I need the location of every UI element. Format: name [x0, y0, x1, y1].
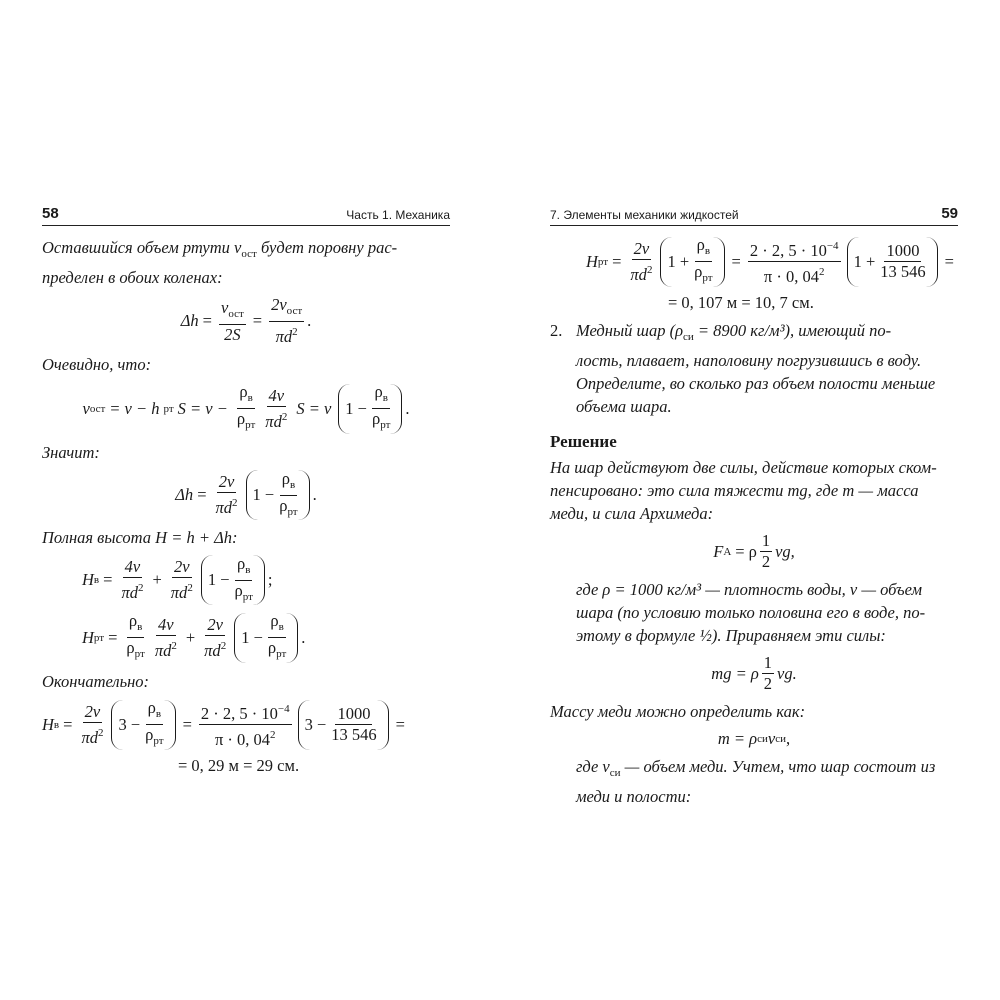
- paragraph: Массу меди можно определить как:: [550, 702, 806, 721]
- page-number: 59: [941, 205, 958, 222]
- paragraph: Значит:: [42, 443, 100, 462]
- paragraph: шара (по условию только половина его в воде, по-: [576, 603, 926, 622]
- paragraph: этому в формуле ½). Приравняем эти силы:: [576, 626, 886, 645]
- equation-final-result: = 0, 29 м = 29 см.: [178, 756, 300, 775]
- equation-final-hv: H в = $\frac{2v}{\pi d^2}$ 3 − $\frac{\rho_в}{\rho_{рт}}$ = $\frac{2 \cdot 2, 5 \cdot 10^{-4}}{\pi \cdot 0, 04^2}$ 3 − $\frac{1000}{13 546}$ =: [42, 698, 405, 749]
- left-page: [42, 196, 450, 782]
- paragraph: где $v_{си}$ — объем меди. Учтем, что шар состоит из: [576, 757, 936, 779]
- solution-heading: Решение: [550, 432, 617, 451]
- equation-mg: mg = ρ $\frac{1}{2}$ vg.: [711, 653, 797, 693]
- equation-h-rt: H рт = $\frac{\rho_в}{\rho_{рт}}$ $\frac{4v}{\pi d^2}$ + $\frac{2v}{\pi d^2}$ 1 − $\frac{\rho_в}{\rho_{рт}}$ .: [42, 611, 450, 664]
- right-page: [550, 196, 958, 808]
- equation-delta-h: Δh = $\frac{v_{ост}}{2S}$ = $\frac{2v_{ост}}{\pi d^2}$ .: [180, 295, 312, 346]
- paragraph: меди, и сила Архимеда:: [550, 504, 714, 523]
- running-head: Часть 1. Механика: [346, 208, 450, 222]
- paragraph: пенсировано: это сила тяжести mg, где m — масса: [550, 481, 919, 500]
- equation-h-v: H в = $\frac{4v}{\pi d^2}$ + $\frac{2v}{\pi d^2}$ 1 − $\frac{\rho_в}{\rho_{рт}}$ ;: [42, 555, 450, 605]
- paragraph: Окончательно:: [42, 672, 150, 691]
- equation-v-ost: v ост = v − h рт S = v − $\frac{\rho_в}{\rho_{рт}}$ $\frac{4v}{\pi d^2}$ S = v 1 − $\frac{\rho_в}{\rho_{рт}}$ .: [42, 382, 450, 435]
- paragraph: Оставшийся объем ртути $v_{ост}$ будет поровну рас-: [42, 238, 398, 260]
- paragraph: пределен в обоих коленах:: [42, 268, 223, 287]
- right-header: [550, 196, 958, 226]
- paragraph: На шар действуют две силы, действие которых ском-: [550, 458, 937, 477]
- paragraph: Очевидно, что:: [42, 355, 152, 374]
- left-header: [42, 196, 450, 226]
- equation-m: m = ρ си v си ,: [717, 729, 791, 748]
- equation-fa: F A = ρ $\frac{1}{2}$ vg,: [713, 531, 795, 571]
- paragraph: где ρ = 1000 кг/м³ — плотность воды, v — объем: [576, 580, 923, 599]
- equation-h-rt-final: H рт = $\frac{2v}{\pi d^2}$ 1 + $\frac{\rho_в}{\rho_{рт}}$ = $\frac{2 \cdot 2, 5 \cdot 10^{-4}}{\pi \cdot 0, 04^2}$ 1 + $\frac{1000}{13 546}$ =: [586, 235, 954, 286]
- paragraph: Полная высота H = h + Δh:: [42, 528, 238, 547]
- page-number: 58: [42, 205, 59, 222]
- problem-2: 2. Медный шар ($\rho_{си} = 8900$ кг/м³), имеющий по- лость, плавает, наполовину погрузившись в воду. Определите, во сколько раз объем полости меньше объема шара.: [550, 321, 936, 416]
- running-head: 7. Элементы механики жидкостей: [550, 208, 739, 222]
- equation-result-1: = 0, 107 м = 10, 7 см.: [668, 293, 814, 312]
- paragraph: меди и полости:: [576, 787, 692, 806]
- equation-delta-h-2: Δh = $\frac{2v}{\pi d^2}$ 1 − $\frac{\rho_в}{\rho_{рт}}$ .: [42, 470, 450, 520]
